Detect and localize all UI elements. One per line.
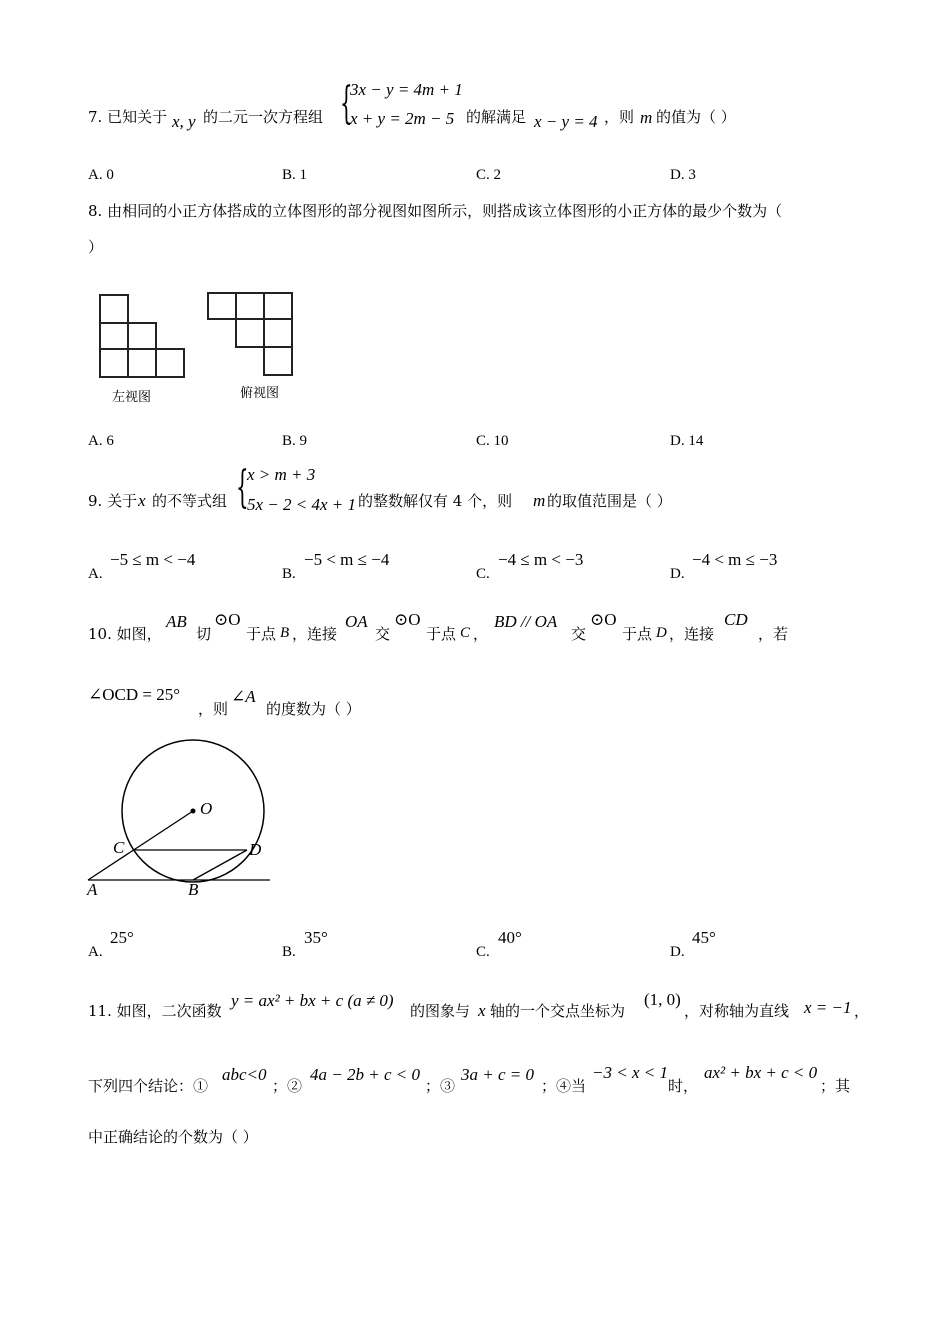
- q9-brace: {: [236, 462, 249, 513]
- q11-t5: ，: [854, 1002, 870, 1020]
- q10-option-c-letter[interactable]: C.: [476, 944, 490, 960]
- q7-cond: x − y = 4: [534, 112, 598, 131]
- q9-option-b[interactable]: −5 < m ≤ −4: [304, 550, 390, 569]
- q11-axis: x = −1: [804, 998, 852, 1017]
- q9-m: m: [533, 491, 546, 510]
- q8-line2: ）: [88, 238, 104, 256]
- q9-option-a[interactable]: −5 ≤ m < −4: [110, 550, 196, 569]
- q8-line1: 8. 由相同的小正方体搭成的立体图形的部分视图如图所示，则搭成该立体图形的小正方体的最少个数为（: [88, 202, 783, 220]
- q10-option-c[interactable]: 40°: [498, 928, 522, 947]
- q7-brace: {: [340, 78, 353, 129]
- q11-conclusion-1: abc<0: [222, 1065, 267, 1084]
- q8-option-c[interactable]: C. 10: [476, 433, 509, 449]
- q10-center-point: [191, 809, 196, 814]
- q11-function: y = ax² + bx + c (a ≠ 0): [231, 991, 394, 1010]
- q10-label-d: D: [249, 840, 262, 859]
- q11-t7: ；②: [272, 1077, 303, 1095]
- q11-t10: 时，: [668, 1077, 699, 1095]
- q7-vars: x, y: [172, 112, 196, 131]
- q9-option-b-letter[interactable]: B.: [282, 566, 296, 582]
- q7-eq2: x + y = 2m − 5: [350, 109, 455, 128]
- q8-option-d[interactable]: D. 14: [670, 433, 704, 449]
- q11-t8: ；③: [425, 1077, 456, 1095]
- q10-angle: ∠OCD = 25°: [88, 685, 181, 704]
- q10-circle-o-3: ⊙O: [590, 610, 617, 629]
- q11-point: (1, 0): [644, 990, 681, 1009]
- q9-option-a-letter[interactable]: A.: [88, 566, 103, 582]
- q10-t10: ，连接: [669, 625, 715, 643]
- q10-t3: 于点: [246, 625, 277, 643]
- q10-c: C: [460, 625, 471, 641]
- q9-mid: 的不等式组: [152, 492, 228, 510]
- q7-suffix: ，则: [604, 108, 635, 126]
- q11-conclusion-4-ineq: ax² + bx + c < 0: [704, 1063, 818, 1082]
- q9-option-d-letter[interactable]: D.: [670, 566, 685, 582]
- q10-circle-figure: [80, 735, 280, 900]
- q10-ab: AB: [166, 612, 187, 631]
- q11-x: x: [478, 1001, 486, 1020]
- q10-cd: CD: [724, 610, 748, 629]
- q11-conclusion-2: 4a − 2b + c < 0: [310, 1065, 420, 1084]
- q7-mid: 的二元一次方程组: [203, 108, 324, 126]
- q9-ineq1: x > m + 3: [247, 465, 316, 484]
- q10-label-a: A: [87, 880, 98, 899]
- q10-option-b[interactable]: 35°: [304, 928, 328, 947]
- q10-option-b-letter[interactable]: B.: [282, 944, 296, 960]
- q10-t1: 10. 如图，: [88, 625, 162, 643]
- q10-circle-o-2: ⊙O: [394, 610, 421, 629]
- q11-conclusion-3: 3a + c = 0: [461, 1065, 534, 1084]
- q10-bd-parallel-oa: BD // OA: [494, 612, 558, 631]
- q9-option-d[interactable]: −4 < m ≤ −3: [692, 550, 778, 569]
- q10-option-a-letter[interactable]: A.: [88, 944, 103, 960]
- q7-prefix: 7. 已知关于: [88, 108, 168, 126]
- q10-t5: 交: [375, 625, 391, 643]
- q11-conclusion-4-range: −3 < x < 1: [592, 1063, 668, 1082]
- q7-option-d[interactable]: D. 3: [670, 167, 696, 183]
- q8-option-b[interactable]: B. 9: [282, 433, 308, 449]
- q7-option-b[interactable]: B. 1: [282, 167, 308, 183]
- q9-option-c-letter[interactable]: C.: [476, 566, 490, 582]
- q11-t2: 的图象与: [410, 1002, 471, 1020]
- q10-label-b: B: [188, 880, 199, 899]
- q9-ineq2: 5x − 2 < 4x + 1: [247, 495, 357, 514]
- q9-prefix: 9. 关于: [88, 492, 138, 510]
- q10-t12: ，则: [198, 700, 229, 718]
- q10-t9: 于点: [622, 625, 653, 643]
- q9-x: x: [138, 491, 146, 510]
- q9-suffix2: 的取值范围是（ ）: [547, 492, 672, 510]
- q9-option-c[interactable]: −4 ≤ m < −3: [498, 550, 584, 569]
- q10-t13: 的度数为（ ）: [266, 700, 361, 718]
- q7-m: m: [640, 108, 653, 127]
- q10-option-d-letter[interactable]: D.: [670, 944, 685, 960]
- q8-top-view: [208, 293, 292, 375]
- q8-left-view: [100, 295, 184, 377]
- q8-left-view-label: 左视图: [112, 389, 152, 404]
- q7-option-c[interactable]: C. 2: [476, 167, 502, 183]
- q10-b: B: [280, 625, 290, 641]
- q10-option-d[interactable]: 45°: [692, 928, 716, 947]
- q10-angle-a: ∠A: [231, 687, 256, 706]
- q11-t6: 下列四个结论：①: [88, 1077, 209, 1095]
- q10-segment-oa: [88, 811, 193, 880]
- q7-suffix2: 的值为（ ）: [656, 108, 736, 126]
- q11-t1: 11. 如图，二次函数: [88, 1002, 222, 1020]
- q11-t11: ；其: [820, 1077, 851, 1095]
- q10-label-c: C: [113, 838, 125, 857]
- q11-t12: 中正确结论的个数为（ ）: [88, 1128, 258, 1146]
- q10-t7: ，: [473, 625, 489, 643]
- q10-option-a[interactable]: 25°: [110, 928, 134, 947]
- q10-t8: 交: [571, 625, 587, 643]
- q10-t6: 于点: [426, 625, 457, 643]
- q10-oa: OA: [345, 612, 368, 631]
- q7-mid2: 的解满足: [466, 108, 527, 126]
- q10-t4: ，连接: [292, 625, 338, 643]
- q10-t2: 切: [196, 625, 212, 643]
- q11-t3: 轴的一个交点坐标为: [490, 1002, 626, 1020]
- q9-suffix: 的整数解仅有 4 个，则: [358, 492, 513, 510]
- q8-top-view-label: 俯视图: [240, 385, 280, 400]
- q7-option-a[interactable]: A. 0: [88, 167, 114, 183]
- q11-t9: ；④当: [541, 1077, 587, 1095]
- q10-circle-o-1: ⊙O: [214, 610, 241, 629]
- q10-d: D: [656, 625, 667, 641]
- q7-eq1: 3x − y = 4m + 1: [350, 80, 463, 99]
- q10-label-o: O: [200, 799, 213, 818]
- q8-option-a[interactable]: A. 6: [88, 433, 114, 449]
- q11-t4: ，对称轴为直线: [684, 1002, 790, 1020]
- q8-views-figure: [90, 285, 310, 410]
- q10-t11: ，若: [758, 625, 789, 643]
